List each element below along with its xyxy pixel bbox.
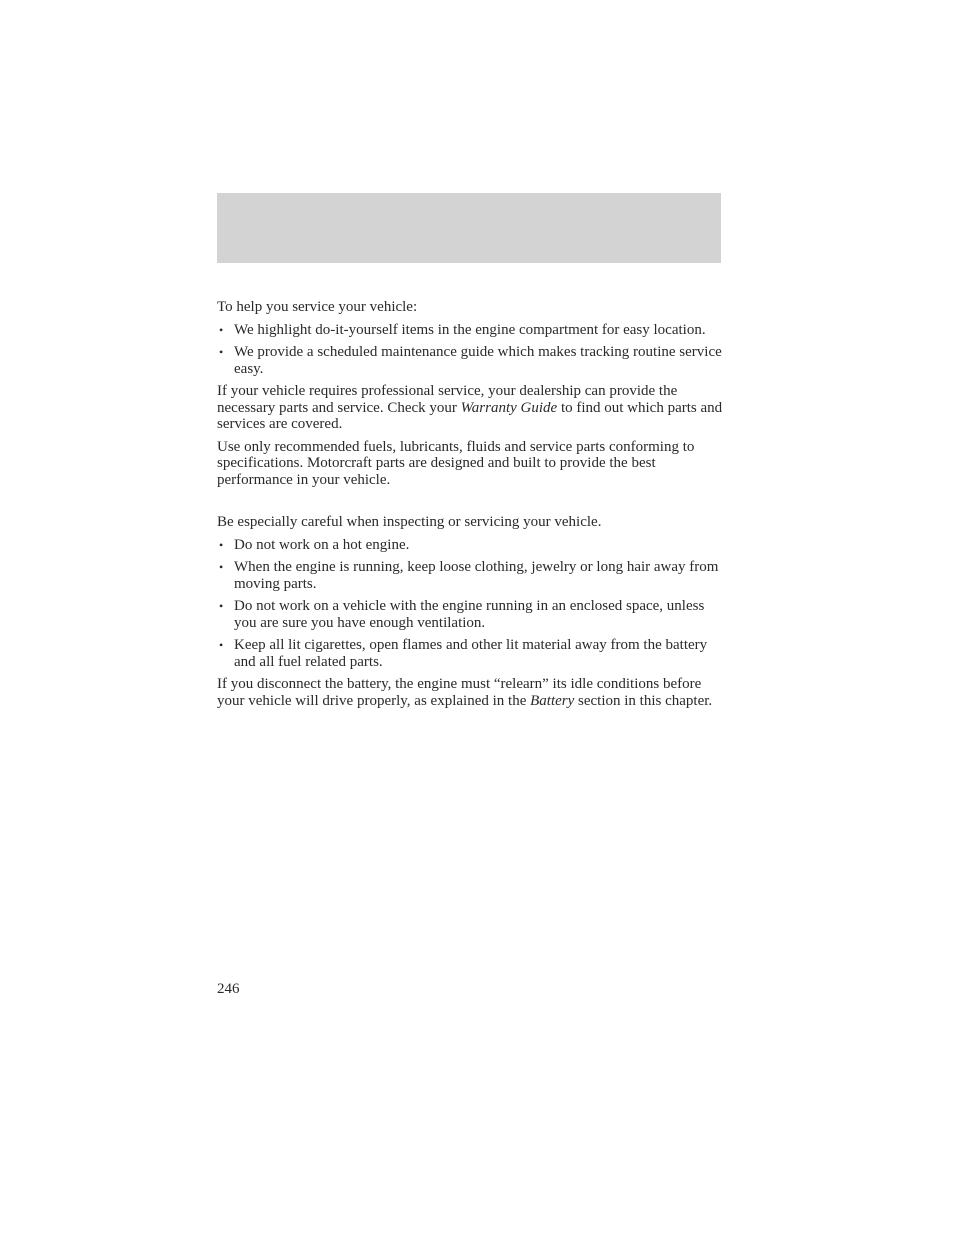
parts-paragraph: Use only recommended fuels, lubricants, fluids and service parts conforming to specifications. Motorcraft parts are designed and built to provide the best performance in your vehicle. — [217, 438, 695, 488]
bullet-icon: • — [219, 560, 224, 574]
list-item — [217, 637, 723, 670]
battery-section-reference: Battery — [530, 692, 575, 709]
list-item-text: We highlight do-it-yourself items in the engine compartment for easy location. — [234, 321, 706, 338]
service-bullet-list — [217, 322, 723, 378]
page-number: 246 — [217, 981, 240, 997]
list-item-text: Keep all lit cigarettes, open flames and other lit material away from the battery and all fuel related parts. — [234, 637, 708, 670]
page-content — [217, 299, 723, 715]
bullet-icon: • — [219, 345, 224, 359]
bullet-icon: • — [219, 599, 224, 613]
bullet-icon: • — [219, 638, 224, 652]
list-item — [217, 344, 723, 377]
bullet-icon: • — [219, 322, 224, 337]
precautions-bullet-list — [217, 537, 723, 671]
section-spacer — [217, 494, 723, 514]
list-item — [217, 322, 723, 339]
list-item — [217, 559, 723, 592]
list-item-text: We provide a scheduled maintenance guide which makes tracking routine service easy. — [234, 344, 722, 377]
warranty-guide-reference: Warranty Guide — [460, 399, 558, 416]
precautions-intro: Be especially careful when inspecting or servicing your vehicle. — [217, 514, 602, 530]
battery-text-before: If you disconnect the battery, the engine must “relearn” its idle conditions before your vehicle will drive properly, as explained in the — [217, 676, 702, 709]
list-item-text: Do not work on a vehicle with the engine running in an enclosed space, unless you are sure you have enough ventilation. — [234, 598, 705, 631]
list-item-text: When the engine is running, keep loose clothing, jewelry or long hair away from moving parts. — [234, 559, 719, 592]
battery-text-after: section in this chapter. — [574, 692, 713, 709]
list-item-text: Do not work on a hot engine. — [234, 536, 410, 553]
professional-text-after: to find out which parts and services are covered. — [217, 399, 723, 432]
chapter-header-band — [217, 193, 721, 263]
list-item — [217, 598, 723, 631]
bullet-icon: • — [219, 537, 224, 552]
list-item — [217, 537, 723, 554]
service-intro: To help you service your vehicle: — [217, 299, 418, 315]
professional-text-before: If your vehicle requires professional service, your dealership can provide the necessary parts and service. Check your — [217, 383, 678, 416]
battery-paragraph — [217, 676, 723, 709]
professional-service-paragraph — [217, 383, 723, 433]
